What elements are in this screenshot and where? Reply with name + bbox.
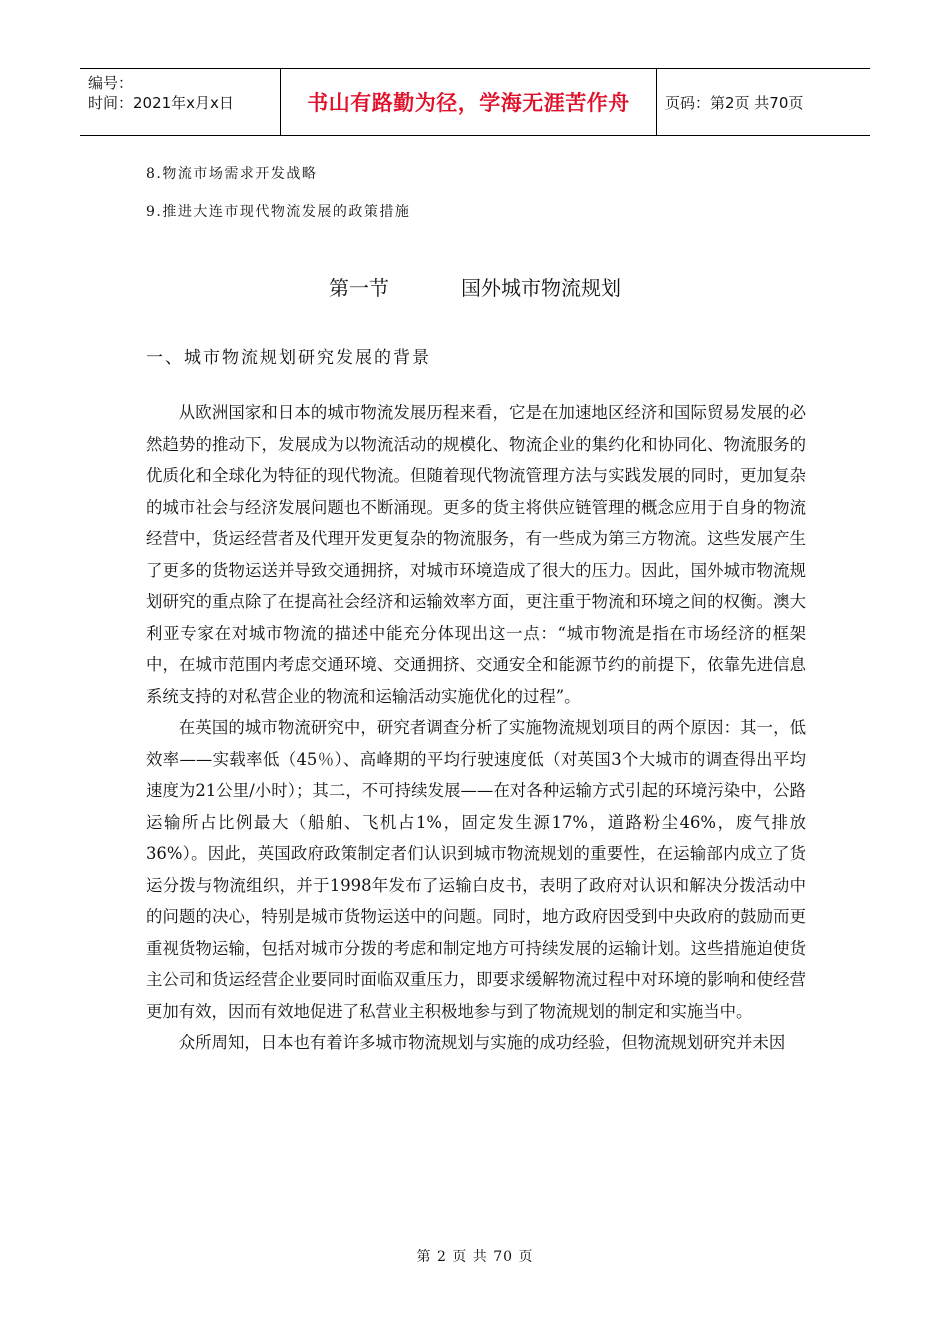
header-page-info: 页码：第2页 共70页: [665, 93, 804, 112]
toc-item: 9.推进大连市现代物流发展的政策措施: [146, 204, 411, 220]
section-title: [0, 272, 950, 301]
header-date: 时间：2021年x月x日: [88, 94, 234, 112]
header-number-label: 编号：: [88, 74, 134, 92]
header-meta: [80, 69, 281, 135]
subheading: 一、城市物流规划研究发展的背景: [146, 348, 431, 368]
toc-item: 8.物流市场需求开发战略: [146, 166, 318, 182]
header-motto: 书山有路勤为径，学海无涯苦作舟: [281, 69, 657, 135]
page-header: [80, 68, 870, 136]
paragraph: 众所周知，日本也有着许多城市物流规划与实施的成功经验，但物流规划研究并未因: [178, 1033, 786, 1052]
section-number: 第一节: [329, 276, 389, 300]
paragraph: 在英国的城市物流研究中，研究者调查分析了实施物流规划项目的两个原因：其一，低效率——实载率低（45％）、高峰期的平均行驶速度低（对英国3个大城市的调查得出平均速度为21公里/小时）；其二，不可持续发展——在对各种运输方式引起的环境污染中，公路运输所占比例最大（船舶、飞机占1%，固定发生源17%，道路粉尘46%，废气排放36%）。因此，英国政府政策制定者们认识到城市物流规划的重要性，在运输部内成立了货运分拨与物流组织，并于1998年发布了运输白皮书，表明了政府对认识和解决分拨活动中的问题的决心，特别是城市货物运送中的问题。同时，地方政府因受到中央政府的鼓励而更重视货物运输，包括对城市分拨的考虑和制定地方可持续发展的运输计划。这些措施迫使货主公司和货运经营企业要同时面临双重压力，即要求缓解物流过程中对环境的影响和使经营更加有效，因而有效地促进了私营业主积极地参与到了物流规划的制定和实施当中。: [146, 718, 806, 1021]
paragraph: 从欧洲国家和日本的城市物流发展历程来看，它是在加速地区经济和国际贸易发展的必然趋势的推动下，发展成为以物流活动的规模化、物流企业的集约化和协同化、物流服务的优质化和全球化为特征的现代物流。但随着现代物流管理方法与实践发展的同时，更加复杂的城市社会与经济发展问题也不断涌现。更多的货主将供应链管理的概念应用于自身的物流经营中，货运经营者及代理开发更复杂的物流服务，有一些成为第三方物流。这些发展产生了更多的货物运送并导致交通拥挤，对城市环境造成了很大的压力。因此，国外城市物流规划研究的重点除了在提高社会经济和运输效率方面，更注重于物流和环境之间的权衡。澳大利亚专家在对城市物流的描述中能充分体现出这一点：“城市物流是指在市场经济的框架中，在城市范围内考虑交通环境、交通拥挤、交通安全和能源节约的前提下，依靠先进信息系统支持的对私营企业的物流和运输活动实施优化的过程”。: [146, 403, 806, 706]
page-footer: 第 2 页 共 70 页: [416, 1249, 534, 1265]
body-text: [146, 397, 806, 1059]
section-name: 国外城市物流规划: [461, 276, 621, 300]
